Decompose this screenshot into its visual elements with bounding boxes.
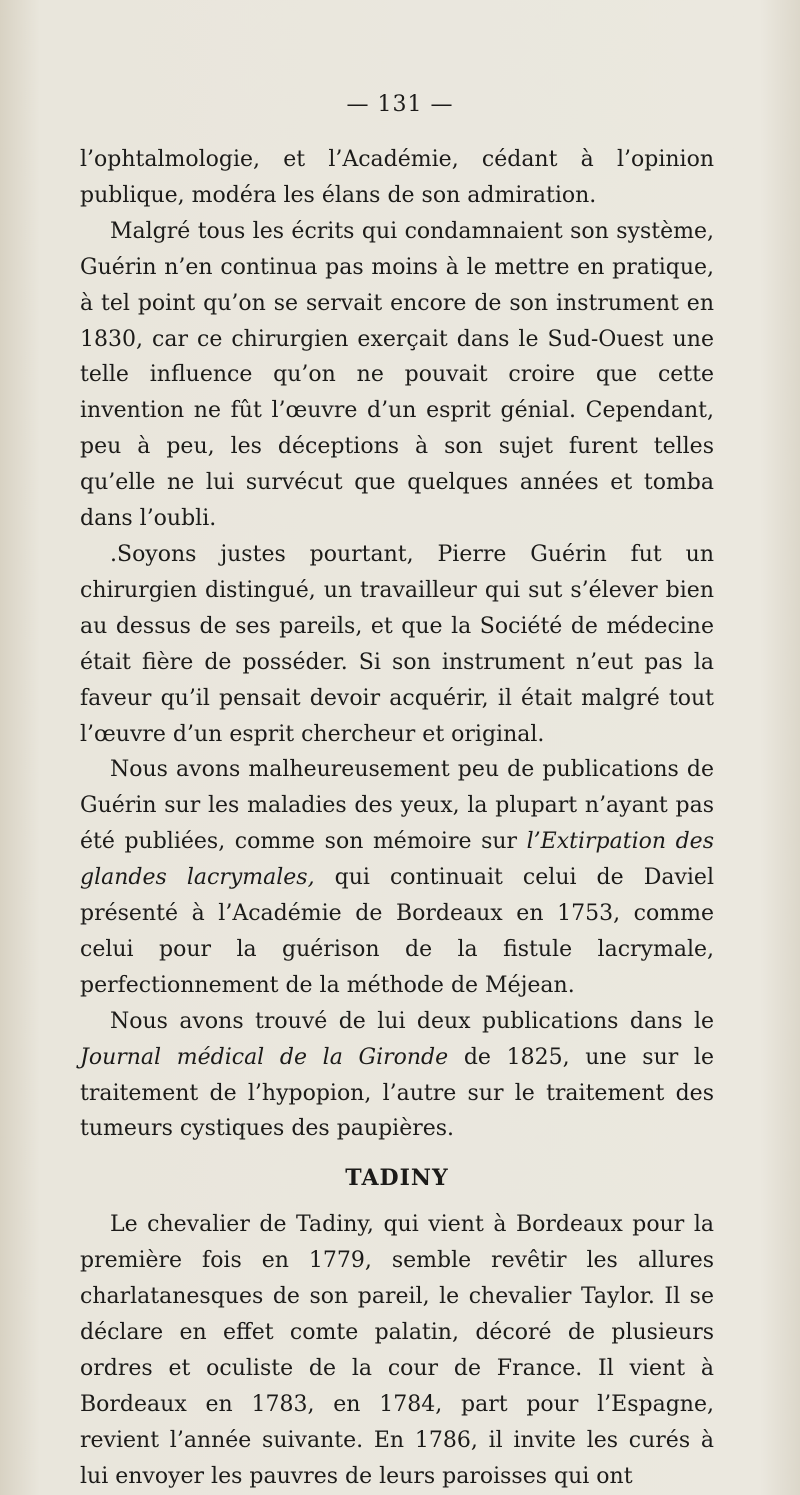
paragraph-3: .Soyons justes pourtant, Pierre Guérin fut un chirurgien distingué, un travailleur qui sut s’élever bien au dessus de ses pareils, et que la Société de médecine était fière de posséder. Si son instrument n’eut pas la faveur qu’il pensait devoir acquérir, il était malgré tout l’œuvre d’un esprit chercheur et original. (80, 541, 714, 747)
paragraph-1: l’ophtalmologie, et l’Académie, cédant à l’opinion publique, modéra les élans de son admiration. (80, 147, 714, 208)
paragraph-4-text-a: Nous avons malheureusement peu de publications de Guérin sur les maladies des yeux, la plupart n’ayant pas été publiées, comme son mémoire sur (80, 757, 714, 855)
paragraph-5 (80, 1004, 714, 1148)
paragraph-4 (80, 752, 714, 1003)
paragraph-5-title: Journal médical de la Gironde (80, 1044, 449, 1070)
body-text (80, 142, 714, 1495)
paragraph-4-text-b: qui continuait celui de Daviel présenté à l’Académie de Bordeaux en 1753, comme celui pour la guérison de la fistule lacrymale, perfectionnement de la méthode de Méjean. (80, 865, 714, 998)
paragraph-5-text-a: Nous avons trouvé de lui deux publications dans le (110, 1008, 714, 1034)
paragraph-2: Malgré tous les écrits qui condamnaient son système, Guérin n’en continua pas moins à le mettre en pratique, à tel point qu’on se servait encore de son instrument en 1830, car ce chirurgien exerçait dans le Sud-Ouest une telle influence qu’on ne pouvait croire que cette invention ne fût l’œuvre d’un esprit génial. Cependant, peu à peu, les déceptions à son sujet furent telles qu’elle ne lui survécut que quelques années et tomba dans l’oubli. (80, 218, 714, 532)
paragraph-5-text-b: de 1825, une sur le traitement de l’hypopion, l’autre sur le traitement des tumeurs cystiques des paupières. (80, 1044, 714, 1142)
section-heading: TADINY (345, 1165, 449, 1192)
page-number: — 131 — (346, 92, 454, 117)
paragraph-6: Le chevalier de Tadiny, qui vient à Bordeaux pour la première fois en 1779, semble revêtir les allures charlatanesques de son pareil, le chevalier Taylor. Il se déclare en effet comte palatin, décoré de plusieurs ordres et oculiste de la cour de France. Il vient à Bordeaux en 1783, en 1784, part pour l’Espagne, revient l’année suivante. En 1786, il invite les curés à lui envoyer les pauvres de leurs paroisses qui ont (80, 1212, 714, 1489)
paragraph-4-title: l’Extirpation des glandes lacrymales, (80, 829, 714, 891)
